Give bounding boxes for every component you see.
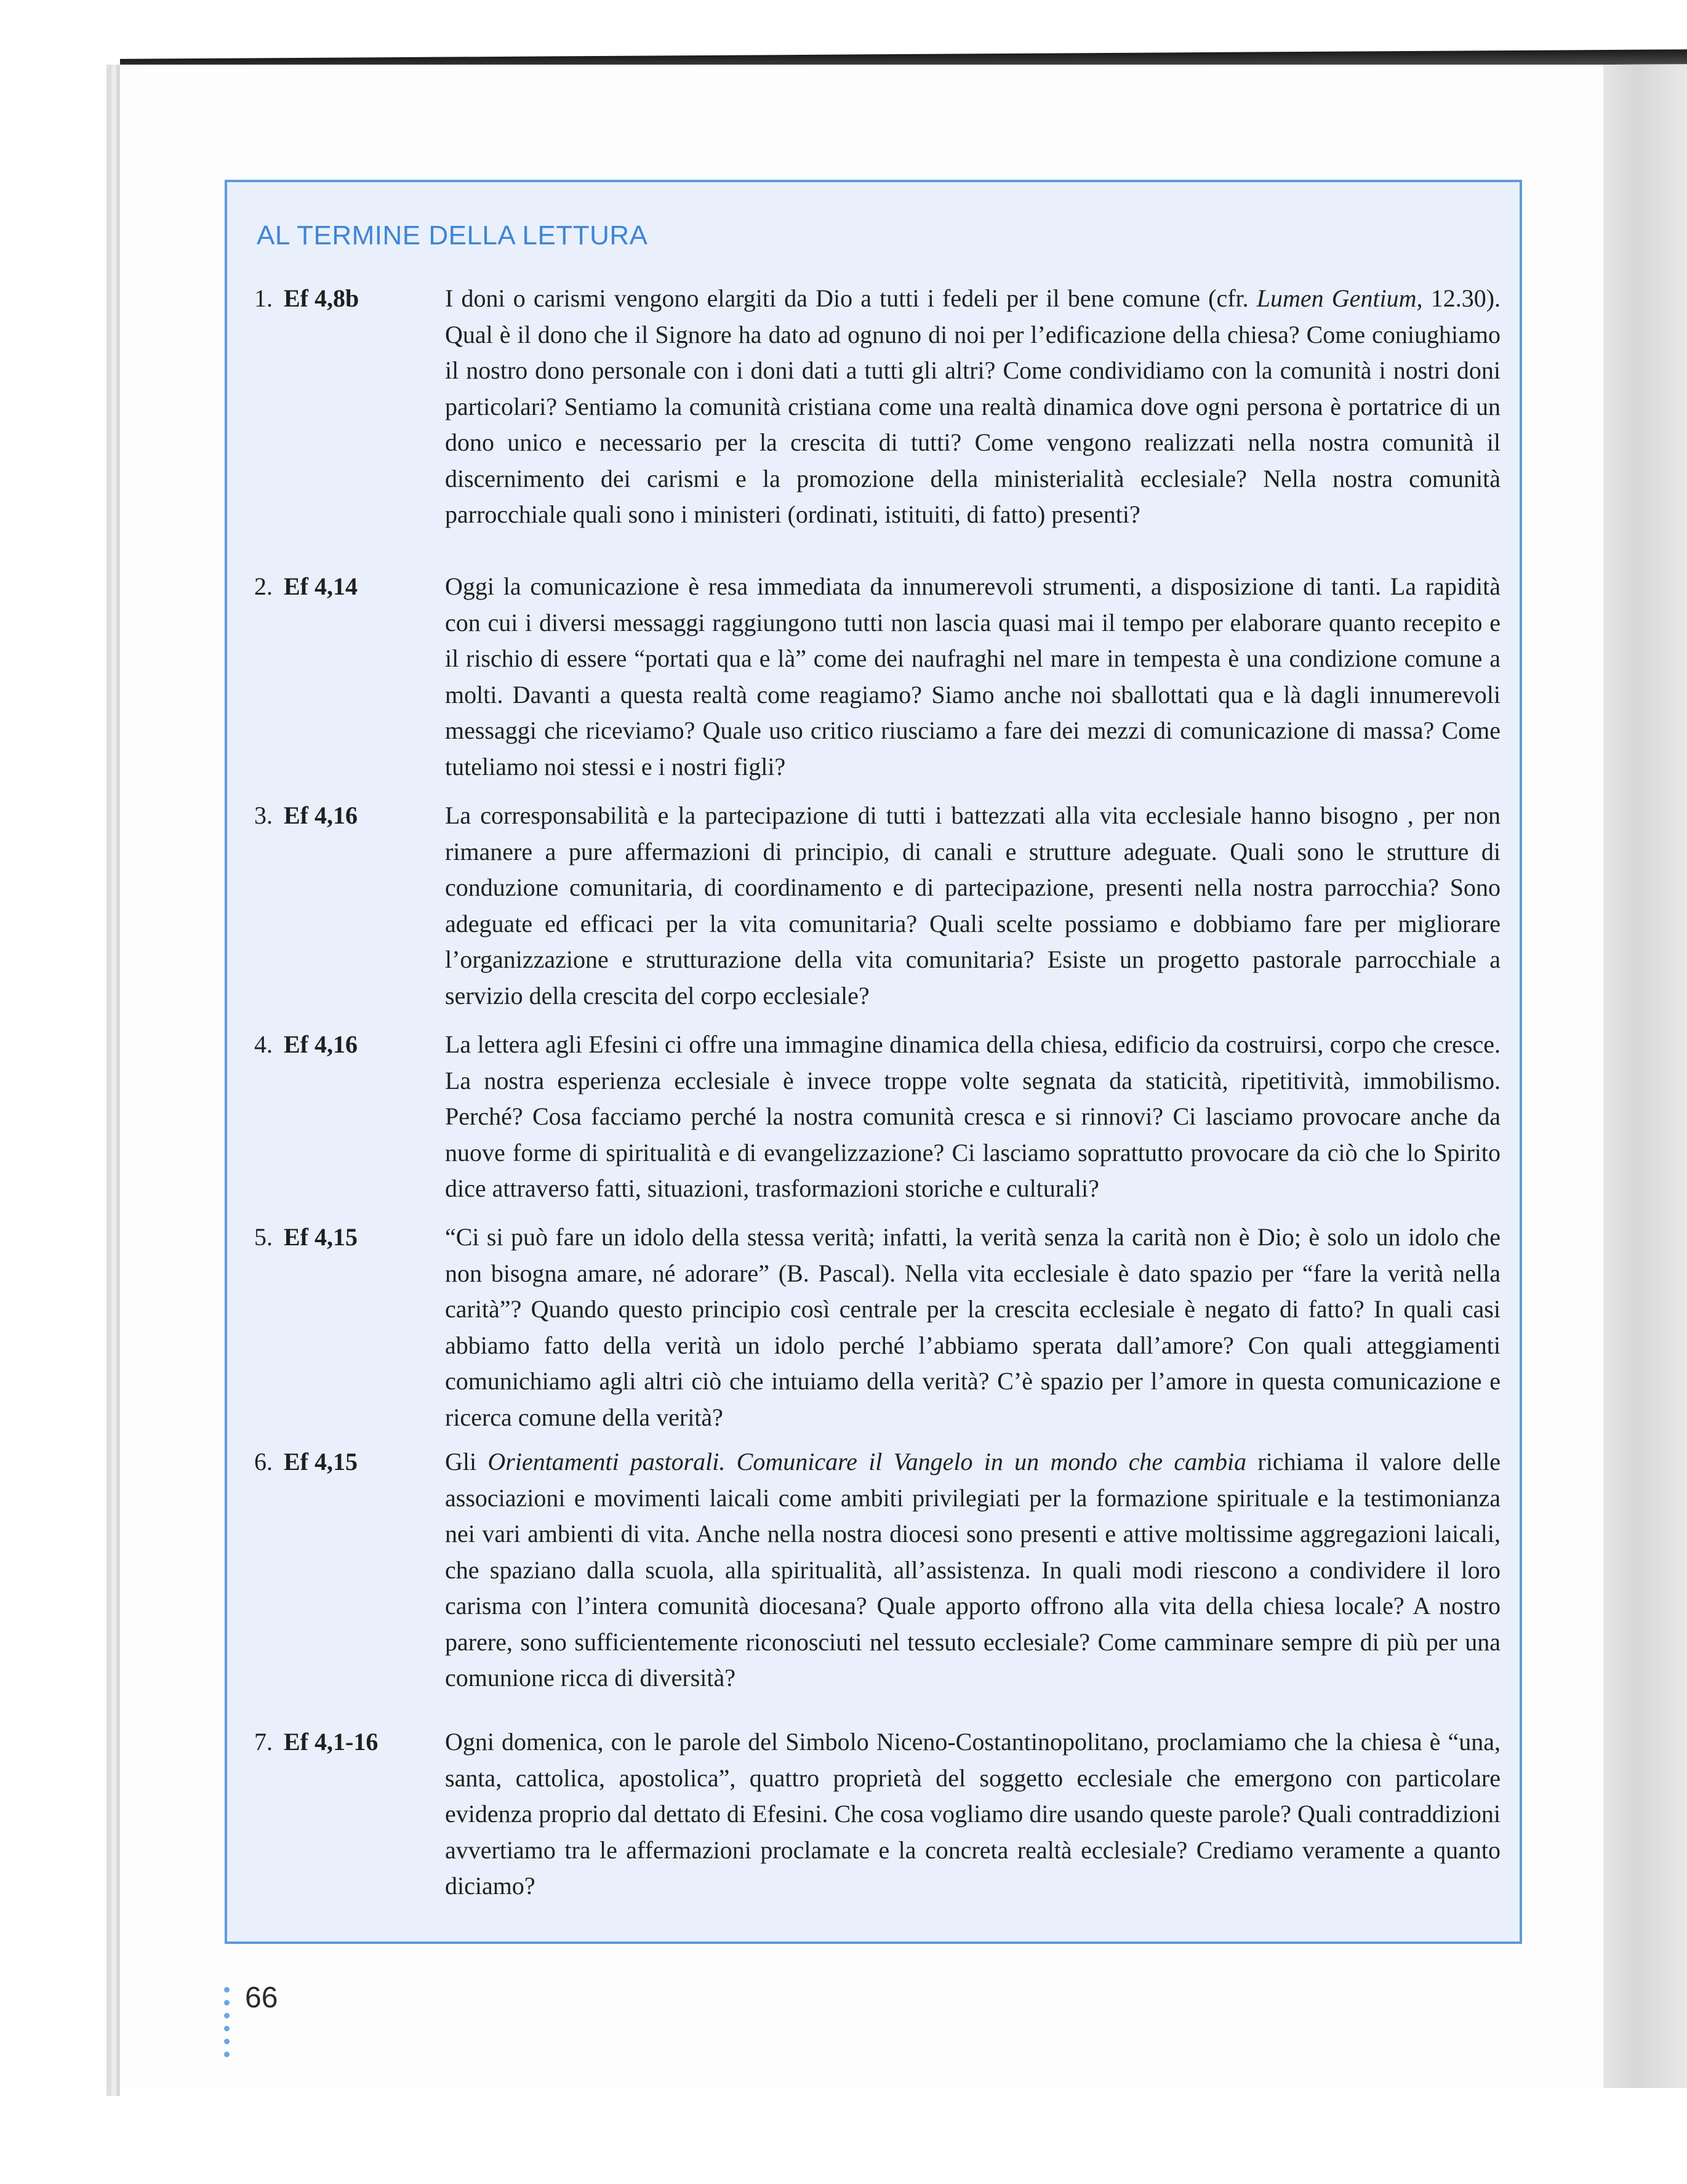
scripture-reference: Ef 4,16	[284, 1030, 358, 1058]
item-text: I doni o carismi vengono elargiti da Dio a tutti i fedeli per il bene comune (cfr. Lumen Gentium, 12.30). Qual è il dono che il Signore ha dato ad ognuno di noi per l’edificazione della chiesa? Come coniughiamo il nostro dono personale con i doni dati a tutti gli altri? Come condividiamo con la comunità i nostri doni particolari? Sentiamo la comunità cristiana come una realtà dinamica dove ogni persona è portatrice di un dono unico e necessario per la crescita di tutti? Come vengono realizzati nella nostra comunità il discernimento dei carismi e la promozione della ministerialità ecclesiale? Nella nostra comunità parrocchiale quali sono i ministeri (ordinati, istituiti, di fatto) presenti?	[445, 284, 1501, 528]
item-head	[254, 1219, 451, 1256]
scripture-reference: Ef 4,8b	[284, 284, 359, 312]
item-head	[254, 1444, 451, 1480]
scripture-reference: Ef 4,1-16	[284, 1728, 379, 1756]
scripture-reference: Ef 4,15	[284, 1223, 358, 1251]
item-number: 4.	[254, 1030, 273, 1058]
scripture-reference: Ef 4,14	[284, 572, 358, 600]
item-text: La lettera agli Efesini ci offre una immagine dinamica della chiesa, edificio da costruirsi, corpo che cresce. La nostra esperienza ecclesiale è invece troppe volte segnata da staticità, ripetitività, immobilismo. Perché? Cosa facciamo perché la nostra comunità cresca e si rinnovi? Ci lasciamo provocare anche da nuove forme di spiritualità e di evangelizzazione? Ci lasciamo soprattutto provocare da ciò che lo Spirito dice attraverso fatti, situazioni, trasformazioni storiche e culturali?	[445, 1030, 1501, 1202]
page-number-dots	[224, 1987, 230, 2065]
item-head	[254, 1027, 451, 1063]
item-head	[254, 1724, 451, 1760]
item-head	[254, 798, 451, 834]
item-number: 5.	[254, 1223, 273, 1251]
item-text: Ogni domenica, con le parole del Simbolo Niceno-Costantinopolitano, proclamiamo che la chiesa è “una, santa, cattolica, apostolica”, quattro proprietà del soggetto ecclesiale che emergono con particolare evidenza proprio dal dettato di Efesini. Che cosa vogliamo dire usando queste parole? Quali contraddizioni avvertiamo tra le affermazioni proclamate e la concreta realtà ecclesiale? Crediamo veramente a quanto diciamo?	[445, 1728, 1501, 1900]
page-number: 66	[245, 1981, 278, 2014]
item-text: La corresponsabilità e la partecipazione di tutti i battezzati alla vita ecclesiale hanno bisogno , per non rimanere a pure affermazioni di principio, di canali e strutture adeguate. Quali sono le strutture di conduzione comunitaria, di coordinamento e di partecipazione, presenti nella nostra parrocchia? Sono adeguate ed efficaci per la vita comunitaria? Quali scelte possiamo e dobbiamo fare per migliorare l’organizzazione e strutturazione della vita comunitaria? Esiste un progetto pastorale parrocchiale a servizio della crescita del corpo ecclesiale?	[445, 801, 1501, 1010]
item-head	[254, 569, 451, 605]
item-number: 7.	[254, 1728, 273, 1756]
item-text: Oggi la comunicazione è resa immediata da innumerevoli strumenti, a disposizione di tanti. La rapidità con cui i diversi messaggi raggiungono tutti non lascia quasi mai il tempo per elaborare quanto recepito e il rischio di essere “portati qua e là” come dei naufraghi nel mare in tempesta è una condizione comune a molti. Davanti a questa realtà come reagiamo? Siamo anche noi sballottati qua e là dagli innumerevoli messaggi che riceviamo? Quale uso critico riusciamo a fare dei mezzi di comunicazione di massa? Come tuteliamo noi stessi e i nostri figli?	[445, 572, 1501, 781]
reading-questions-box	[225, 180, 1522, 1944]
scripture-reference: Ef 4,15	[284, 1448, 358, 1475]
item-text: “Ci si può fare un idolo della stessa verità; infatti, la verità senza la carità non è Dio; è solo un idolo che non bisogna amare, né adorare” (B. Pascal). Nella vita ecclesiale è dato spazio per “fare la verità nella carità”? Quando questo principio così centrale per la crescita ecclesiale è negato di fatto? In quali casi abbiamo fatto della verità un idolo perché l’abbiamo sperata dall’amore? Con quali atteggiamenti comunichiamo agli altri ciò che intuiamo della verità? C’è spazio per l’amore in questa comunicazione e ricerca comune della verità?	[445, 1223, 1501, 1431]
scripture-reference: Ef 4,16	[284, 801, 358, 829]
item-head	[254, 281, 451, 317]
item-number: 3.	[254, 801, 273, 829]
item-number: 1.	[254, 284, 273, 312]
item-text: Gli Orientamenti pastorali. Comunicare il Vangelo in un mondo che cambia richiama il valore delle associazioni e movimenti laicali come ambiti privilegiati per la formazione spirituale e la testimonianza nei vari ambienti di vita. Anche nella nostra diocesi sono presenti e attive moltissime aggregazioni laicali, che spaziano dalla scuola, alla spiritualità, all’assistenza. In quali modi riescono a condividere il loro carisma con l’intera comunità diocesana? Quale apporto offrono alla vita della chiesa locale? A nostro parere, sono sufficientemente riconosciuti nel tessuto ecclesiale? Come camminare sempre di più per una comunione ricca di diversità?	[445, 1448, 1501, 1692]
box-title: AL TERMINE DELLA LETTURA	[257, 220, 648, 251]
item-number: 2.	[254, 572, 273, 600]
scan-bottom-margin	[120, 2088, 1687, 2184]
item-number: 6.	[254, 1448, 273, 1475]
